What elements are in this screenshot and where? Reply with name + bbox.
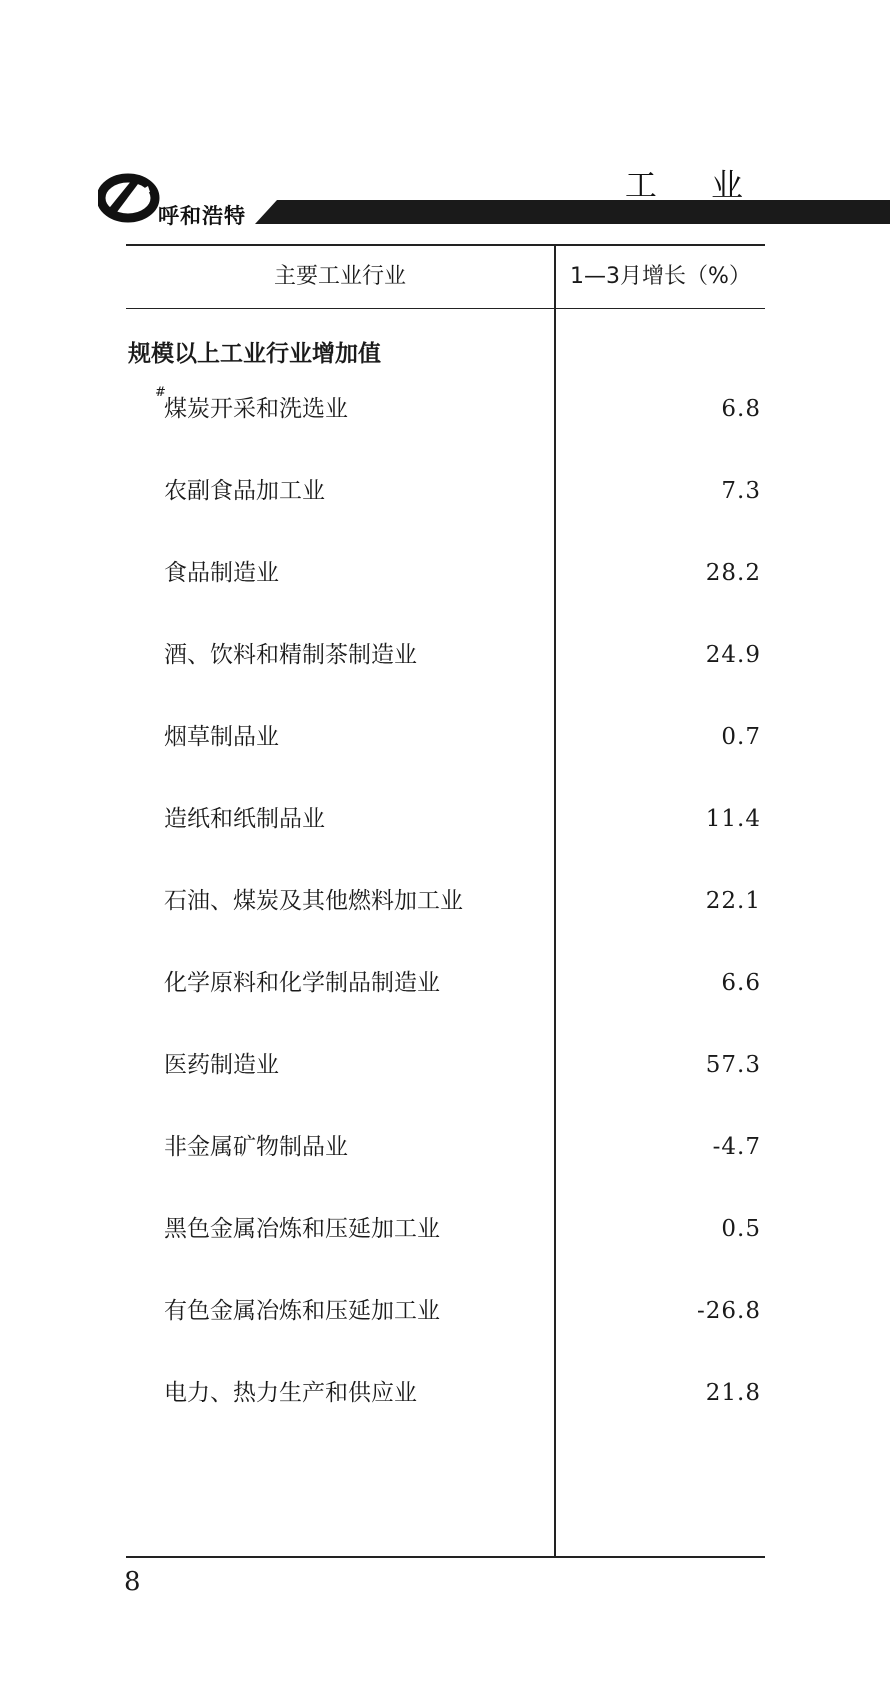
row-value: 6.8	[721, 396, 761, 422]
table-row	[126, 1127, 765, 1167]
row-value: 0.7	[721, 724, 761, 750]
header-band	[255, 200, 890, 224]
table-row	[126, 963, 765, 1003]
row-label	[164, 963, 440, 1003]
table-row	[126, 799, 765, 839]
table-row	[126, 471, 765, 511]
row-label	[164, 553, 279, 593]
column-header-industry: 主要工业行业	[273, 264, 406, 289]
row-label-text: 电力、热力生产和供应业	[164, 1380, 417, 1406]
row-value: 24.9	[705, 642, 761, 668]
table-header-row	[126, 246, 765, 309]
row-label-text: 酒、饮料和精制茶制造业	[164, 642, 417, 668]
row-value: 0.5	[721, 1216, 761, 1242]
row-label	[164, 635, 417, 675]
row-label-text: 石油、煤炭及其他燃料加工业	[164, 888, 463, 914]
row-mark: #	[155, 385, 166, 400]
row-label-text: 非金属矿物制品业	[164, 1134, 348, 1160]
row-label	[164, 717, 279, 757]
row-label	[164, 1045, 279, 1085]
industry-table	[126, 244, 765, 1558]
row-value: 57.3	[705, 1052, 761, 1078]
row-label	[164, 799, 325, 839]
section-title: 工 业	[624, 166, 765, 204]
row-value: 7.3	[721, 478, 761, 504]
page-number: 8	[124, 1567, 141, 1597]
row-label-text: 有色金属冶炼和压延加工业	[164, 1298, 440, 1324]
row-label	[164, 471, 325, 511]
row-value: -4.7	[712, 1134, 761, 1160]
row-value: 22.1	[705, 888, 761, 914]
row-label-text: 黑色金属冶炼和压延加工业	[164, 1216, 440, 1242]
brand-name: 呼和浩特	[158, 203, 246, 228]
row-value: 6.6	[721, 970, 761, 996]
row-label-text: 医药制造业	[164, 1052, 279, 1078]
table-row	[126, 1209, 765, 1249]
row-value: 11.4	[705, 806, 761, 832]
row-label	[164, 1373, 417, 1413]
row-label	[164, 1209, 440, 1249]
row-value: 21.8	[705, 1380, 761, 1406]
table-row	[126, 717, 765, 757]
row-label-text: 化学原料和化学制品制造业	[164, 970, 440, 996]
row-label-text: 造纸和纸制品业	[164, 806, 325, 832]
row-label-text: 食品制造业	[164, 560, 279, 586]
table-row	[126, 635, 765, 675]
row-label	[164, 1291, 440, 1331]
row-label-text: 煤炭开采和洗选业	[164, 396, 348, 422]
page-header	[0, 150, 890, 230]
row-label-text: 烟草制品业	[164, 724, 279, 750]
column-header-growth: 1—3月增长（%）	[570, 264, 751, 289]
row-value: -26.8	[697, 1298, 761, 1324]
row-label	[164, 1127, 348, 1167]
group-title: 规模以上工业行业增加值	[128, 341, 381, 367]
table-row	[126, 1291, 765, 1331]
table-row	[126, 385, 765, 429]
row-label	[155, 385, 348, 429]
table-row	[126, 553, 765, 593]
row-value: 28.2	[705, 560, 761, 586]
table-row	[126, 1045, 765, 1085]
logo-icon	[98, 172, 160, 224]
table-row	[126, 1373, 765, 1413]
table-row	[126, 881, 765, 921]
row-label-text: 农副食品加工业	[164, 478, 325, 504]
row-label	[164, 881, 463, 921]
